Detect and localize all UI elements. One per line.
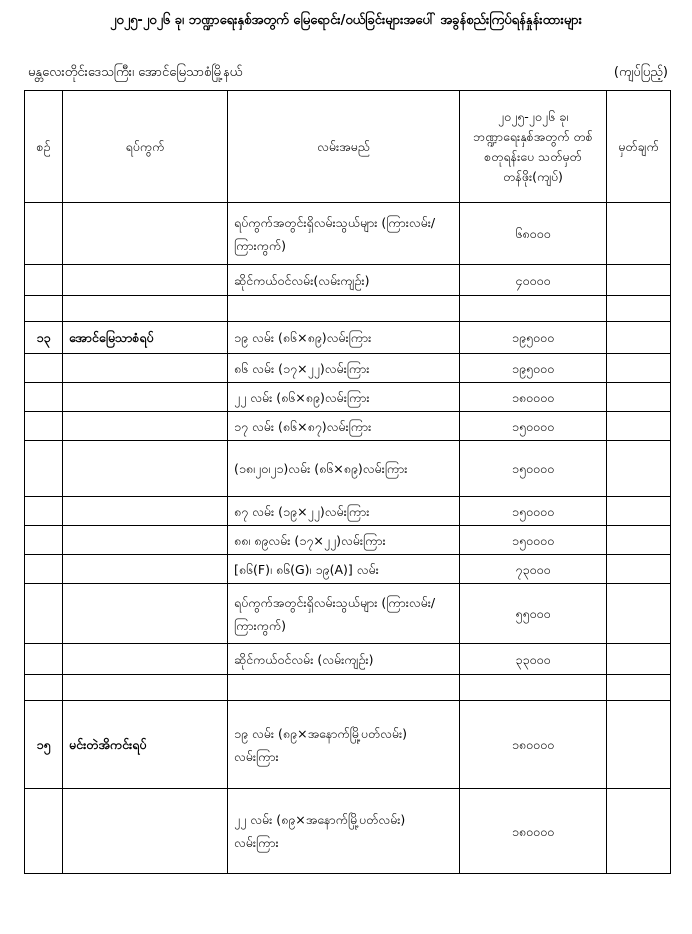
table-row (25, 526, 671, 555)
cell-street: ၈၇ လမ်း (၁၉×၂၂)လမ်းကြား (228, 497, 460, 526)
cell-remark (607, 497, 671, 526)
cell-street: ၂၂ လမ်း (၈၉×အနောက်မြို့ပတ်လမ်း) လမ်းကြား (228, 789, 460, 874)
table-row (25, 354, 671, 383)
cell-street (228, 675, 460, 701)
cell-street: ရပ်ကွက်အတွင်းရှိလမ်းသွယ်များ (ကြားလမ်း/ကြားကွက်) (228, 203, 460, 265)
cell-quarter (63, 354, 228, 383)
cell-remark (607, 555, 671, 584)
cell-street: ရပ်ကွက်အတွင်းရှိလမ်းသွယ်များ (ကြားလမ်း/ကြားကွက်) (228, 584, 460, 644)
cell-street: ဆိုင်ကယ်ဝင်လမ်း (လမ်းကျဉ်း) (228, 644, 460, 675)
cell-no: ၁၅ (25, 701, 63, 789)
cell-quarter (63, 526, 228, 555)
cell-remark (607, 383, 671, 412)
cell-remark (607, 441, 671, 497)
cell-quarter: အောင်မြေသာစံရပ် (63, 322, 228, 354)
cell-price: ၁၅၀၀၀၀ (460, 412, 607, 441)
table-header-row (25, 91, 671, 203)
cell-no (25, 675, 63, 701)
cell-no (25, 265, 63, 296)
cell-street: ၁၉ လမ်း (၈၉×အနောက်မြို့ပတ်လမ်း) လမ်းကြား (228, 701, 460, 789)
table-body (25, 203, 671, 874)
table-row (25, 555, 671, 584)
cell-no (25, 644, 63, 675)
cell-quarter (63, 441, 228, 497)
header-quarter: ရပ်ကွက် (63, 91, 228, 203)
cell-quarter (63, 412, 228, 441)
cell-quarter (63, 383, 228, 412)
table-row (25, 203, 671, 265)
table-row (25, 789, 671, 874)
cell-street: ၈၆ လမ်း (၁၇×၂၂)လမ်းကြား (228, 354, 460, 383)
cell-no (25, 383, 63, 412)
rate-table (24, 90, 671, 874)
cell-street: ဆိုင်ကယ်ဝင်လမ်း(လမ်းကျဉ်း) (228, 265, 460, 296)
cell-quarter (63, 555, 228, 584)
region-label: မန္တလေးတိုင်းဒေသကြီး၊ အောင်မြေသာစံမြို့နယ် (28, 65, 243, 80)
cell-remark (607, 265, 671, 296)
cell-price (460, 675, 607, 701)
table-row (25, 383, 671, 412)
cell-no (25, 555, 63, 584)
cell-remark (607, 354, 671, 383)
cell-quarter (63, 296, 228, 322)
cell-quarter (63, 265, 228, 296)
table-row (25, 296, 671, 322)
unit-label: (ကျပ်ပြည့်) (613, 65, 668, 80)
table-row (25, 701, 671, 789)
header-no: စဉ် (25, 91, 63, 203)
cell-price: ၁၉၅၀၀၀ (460, 322, 607, 354)
header-price: ၂၀၂၅-၂၀၂၆ ခု၊ ဘဏ္ဍာရေးနှစ်အတွက် တစ်စတုရန်းပေ သတ်မှတ်တန်ဖိုး(ကျပ်) (460, 91, 607, 203)
cell-street: ၁၇ လမ်း (၈၆×၈၇)လမ်းကြား (228, 412, 460, 441)
cell-no (25, 296, 63, 322)
header-remark: မှတ်ချက် (607, 91, 671, 203)
cell-street: ၈၈၊ ၈၉လမ်း (၁၇×၂၂)လမ်းကြား (228, 526, 460, 555)
cell-street (228, 296, 460, 322)
cell-remark (607, 203, 671, 265)
table-row (25, 412, 671, 441)
cell-price: ၁၈၀၀၀၀ (460, 789, 607, 874)
cell-quarter (63, 497, 228, 526)
cell-no: ၁၃ (25, 322, 63, 354)
cell-remark (607, 412, 671, 441)
cell-remark (607, 701, 671, 789)
table-row (25, 675, 671, 701)
cell-price (460, 296, 607, 322)
cell-quarter (63, 644, 228, 675)
cell-remark (607, 322, 671, 354)
cell-price: ၁၅၀၀၀၀ (460, 441, 607, 497)
cell-quarter (63, 675, 228, 701)
cell-street: ၁၉ လမ်း (၈၆×၈၉)လမ်းကြား (228, 322, 460, 354)
header-street: လမ်းအမည် (228, 91, 460, 203)
cell-remark (607, 296, 671, 322)
cell-quarter (63, 584, 228, 644)
cell-no (25, 497, 63, 526)
cell-remark (607, 644, 671, 675)
cell-remark (607, 675, 671, 701)
page-title: ၂၀၂၅-၂၀၂၆ ခု၊ ဘဏ္ဍာရေးနှစ်အတွက် မြေရောင်း/ဝယ်ခြင်းများအပေါ် အခွန်စည်းကြပ်ရန်နှုန်းထားများ (110, 13, 582, 28)
cell-street: (၁၈၊၂၀၊၂၁)လမ်း (၈၆×၈၉)လမ်းကြား (228, 441, 460, 497)
cell-price: ၁၈၀၀၀၀ (460, 701, 607, 789)
cell-no (25, 789, 63, 874)
cell-price: ၁၅၀၀၀၀ (460, 497, 607, 526)
cell-price: ၁၈၀၀၀၀ (460, 383, 607, 412)
cell-quarter (63, 203, 228, 265)
table-row (25, 265, 671, 296)
cell-quarter: မင်းတဲအိကင်းရပ် (63, 701, 228, 789)
cell-price: ၇၃၀၀၀ (460, 555, 607, 584)
table-row (25, 497, 671, 526)
cell-street: [၈၆(F)၊ ၈၆(G)၊ ၁၉(A)] လမ်း (228, 555, 460, 584)
cell-price: ၅၅၀၀၀ (460, 584, 607, 644)
cell-price: ၁၅၀၀၀၀ (460, 526, 607, 555)
cell-street: ၂၂ လမ်း (၈၆×၈၉)လမ်းကြား (228, 383, 460, 412)
cell-price: ၄၀၀၀၀ (460, 265, 607, 296)
cell-no (25, 354, 63, 383)
cell-no (25, 526, 63, 555)
table-row (25, 322, 671, 354)
cell-quarter (63, 789, 228, 874)
cell-no (25, 412, 63, 441)
cell-price: ၆၈၀၀၀ (460, 203, 607, 265)
table-row (25, 441, 671, 497)
cell-price: ၁၉၅၀၀၀ (460, 354, 607, 383)
cell-price: ၃၃၀၀၀ (460, 644, 607, 675)
table-row (25, 644, 671, 675)
cell-no (25, 441, 63, 497)
table-row (25, 584, 671, 644)
cell-remark (607, 789, 671, 874)
cell-remark (607, 584, 671, 644)
cell-remark (607, 526, 671, 555)
cell-no (25, 584, 63, 644)
cell-no (25, 203, 63, 265)
